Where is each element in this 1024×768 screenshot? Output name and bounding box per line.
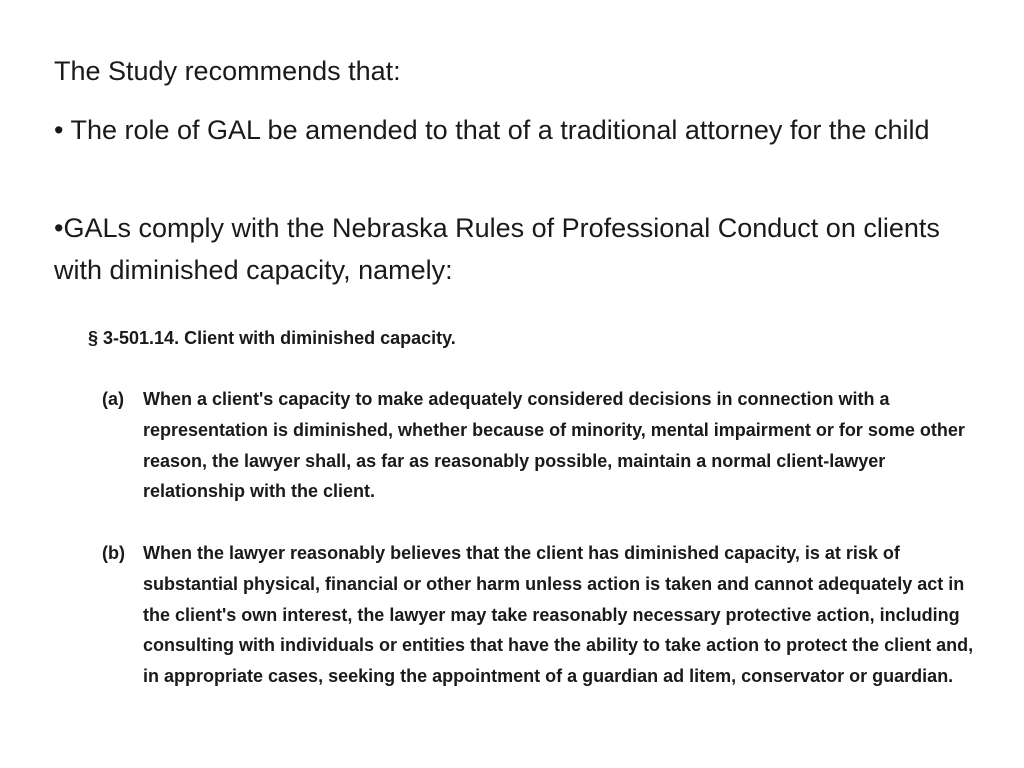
rule-title: § 3-501.14. Client with diminished capacity. xyxy=(88,328,456,348)
intro-heading: The Study recommends that: xyxy=(54,56,401,86)
rule-clause-a xyxy=(102,384,992,507)
bullet-item-gal-role xyxy=(54,109,974,151)
clause-label: (a) xyxy=(102,389,124,409)
rule-clause-b xyxy=(102,538,992,692)
bullet-text: GALs comply with the Nebraska Rules of Professional Conduct on clients with diminished capacity, namely: xyxy=(54,213,940,285)
bullet-text: The role of GAL be amended to that of a traditional attorney for the child xyxy=(63,115,930,145)
bullet-marker: • xyxy=(54,115,64,145)
bullet-marker: • xyxy=(54,213,64,243)
clause-text: When a client's capacity to make adequately considered decisions in connection with a representation is diminished, whether because of minority, mental impairment or for some other reason, the lawyer shall, as far as reasonably possible, maintain a normal client-lawyer relationship with the client. xyxy=(143,389,965,502)
clause-text: When the lawyer reasonably believes that the client has diminished capacity, is at risk of substantial physical, financial or other harm unless action is taken and cannot adequately act in the client's own interest, the lawyer may take reasonably necessary protective action, including consulting with individuals or entities that have the ability to take action to protect the client and, in appropriate cases, seeking the appointment of a guardian ad litem, conservator or guardian. xyxy=(143,543,974,687)
clause-label: (b) xyxy=(102,543,125,563)
bullet-item-gal-comply xyxy=(54,207,974,291)
